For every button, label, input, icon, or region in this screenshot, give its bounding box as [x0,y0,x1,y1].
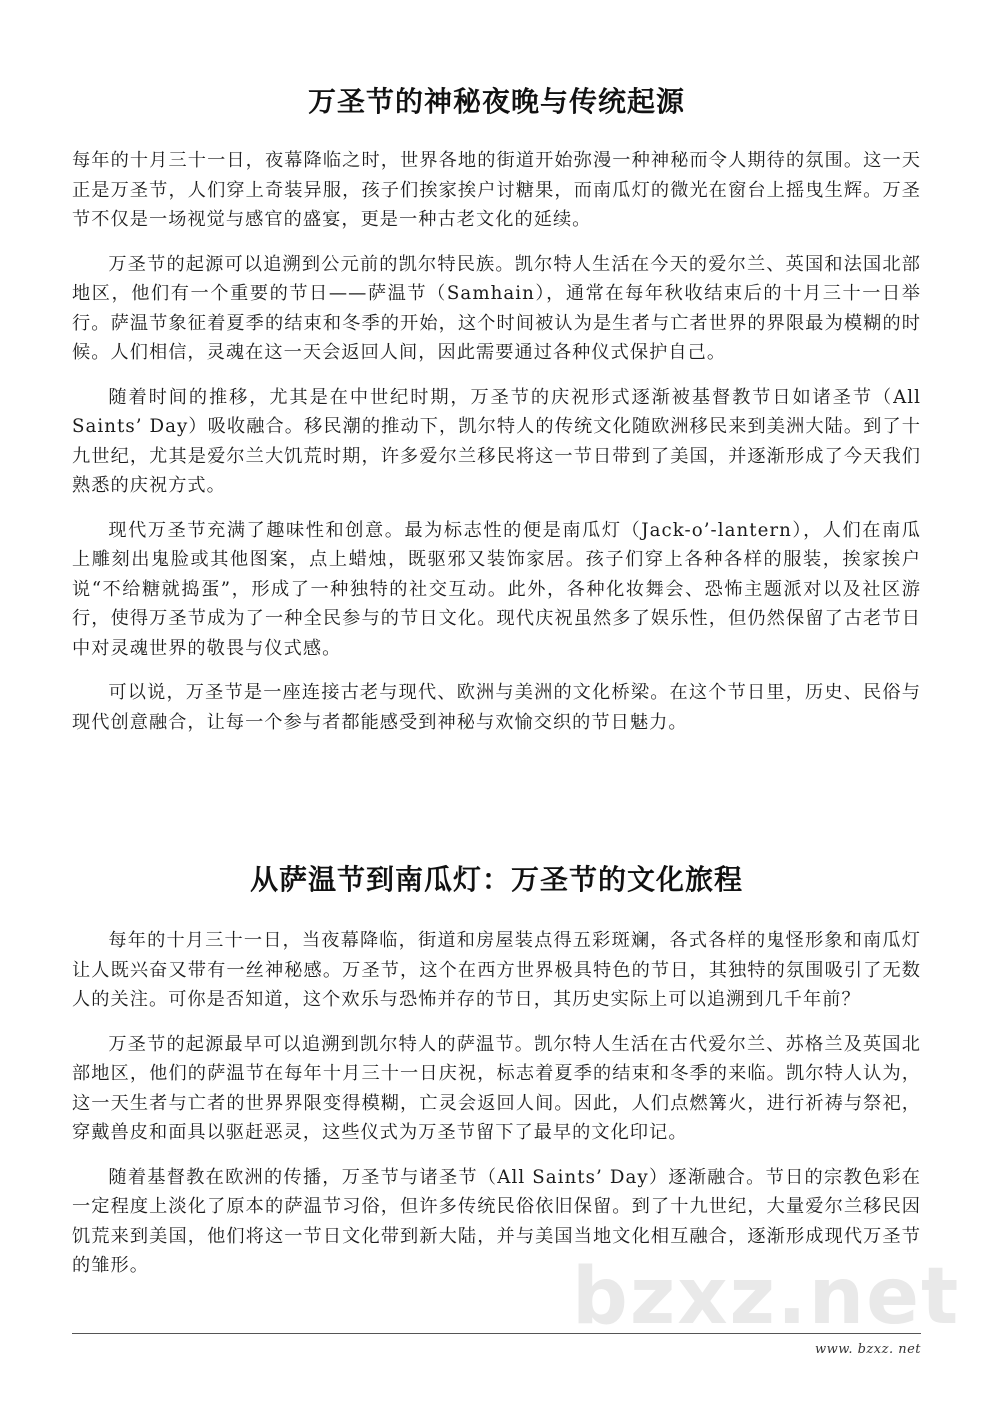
watermark: bzxz.net [572,1252,961,1342]
paragraph: 万圣节的起源最早可以追溯到凯尔特人的萨温节。凯尔特人生活在古代爱尔兰、苏格兰及英国北部地区，他们的萨温节在每年十月三十一日庆祝，标志着夏季的结束和冬季的来临。凯尔特人认为，这一天生者与亡者的世界界限变得模糊，亡灵会返回人间。因此，人们点燃篝火，进行祈祷与祭祀，穿戴兽皮和面具以驱赶恶灵，这些仪式为万圣节留下了最早的文化印记。 [72,1033,921,1143]
paragraph: 可以说，万圣节是一座连接古老与现代、欧洲与美洲的文化桥梁。在这个节日里，历史、民俗与现代创意融合，让每一个参与者都能感受到神秘与欢愉交织的节日魅力。 [72,682,921,733]
paragraph: 随着时间的推移，尤其是在中世纪时期，万圣节的庆祝形式逐渐被基督教节日如诸圣节（All Saints’ Day）吸收融合。移民潮的推动下，凯尔特人的传统文化随欧洲移民来到美洲大陆。到了十九世纪，尤其是爱尔兰大饥荒时期，许多爱尔兰移民将这一节日带到了美国，并逐渐形成了今天我们熟悉的庆祝方式。 [72,386,921,496]
paragraph: 随着基督教在欧洲的传播，万圣节与诸圣节（All Saints’ Day）逐渐融合。节日的宗教色彩在一定程度上淡化了原本的萨温节习俗，但许多传统民俗依旧保留。到了十九世纪，大量爱尔兰移民因饥荒来到美国，他们将这一节日文化带到新大陆，并与美国当地文化相互融合，逐渐形成现代万圣节的雏形。 [72,1166,921,1276]
paragraph: 每年的十月三十一日，当夜幕降临，街道和房屋装点得五彩斑斓，各式各样的鬼怪形象和南瓜灯让人既兴奋又带有一丝神秘感。万圣节，这个在西方世界极具特色的节日，其独特的氛围吸引了无数人的关注。可你是否知道，这个欢乐与恐怖并存的节日，其历史实际上可以追溯到几千年前？ [72,930,921,1010]
footer-url: www. bzxz. net [814,1342,921,1357]
article-title: 从萨温节到南瓜灯：万圣节的文化旅程 [249,863,743,896]
paragraph: 现代万圣节充满了趣味性和创意。最为标志性的便是南瓜灯（Jack-o’-lantern），人们在南瓜上雕刻出鬼脸或其他图案，点上蜡烛，既驱邪又装饰家居。孩子们穿上各种各样的服装，挨家挨户说“不给糖就捣蛋”，形成了一种独特的社交互动。此外，各种化妆舞会、恐怖主题派对以及社区游行，使得万圣节成为了一种全民参与的节日文化。现代庆祝虽然多了娱乐性，但仍然保留了古老节日中对灵魂世界的敬畏与仪式感。 [72,519,921,659]
article-halloween-origins [72,84,921,737]
paragraph: 每年的十月三十一日，夜幕降临之时，世界各地的街道开始弥漫一种神秘而令人期待的氛围。这一天正是万圣节，人们穿上奇装异服，孩子们挨家挨户讨糖果，而南瓜灯的微光在窗台上摇曳生辉。万圣节不仅是一场视觉与感官的盛宴，更是一种古老文化的延续。 [72,150,921,230]
paragraph: 万圣节的起源可以追溯到公元前的凯尔特民族。凯尔特人生活在今天的爱尔兰、英国和法国北部地区，他们有一个重要的节日——萨温节（Samhain），通常在每年秋收结束后的十月三十一日举行。萨温节象征着夏季的结束和冬季的开始，这个时间被认为是生者与亡者世界的界限最为模糊的时候。人们相信，灵魂在这一天会返回人间，因此需要通过各种仪式保护自己。 [72,253,921,363]
footer-divider [72,1333,921,1334]
article-title: 万圣节的神秘夜晚与传统起源 [307,85,685,118]
article-samhain-to-jack-o-lantern [72,862,921,1281]
